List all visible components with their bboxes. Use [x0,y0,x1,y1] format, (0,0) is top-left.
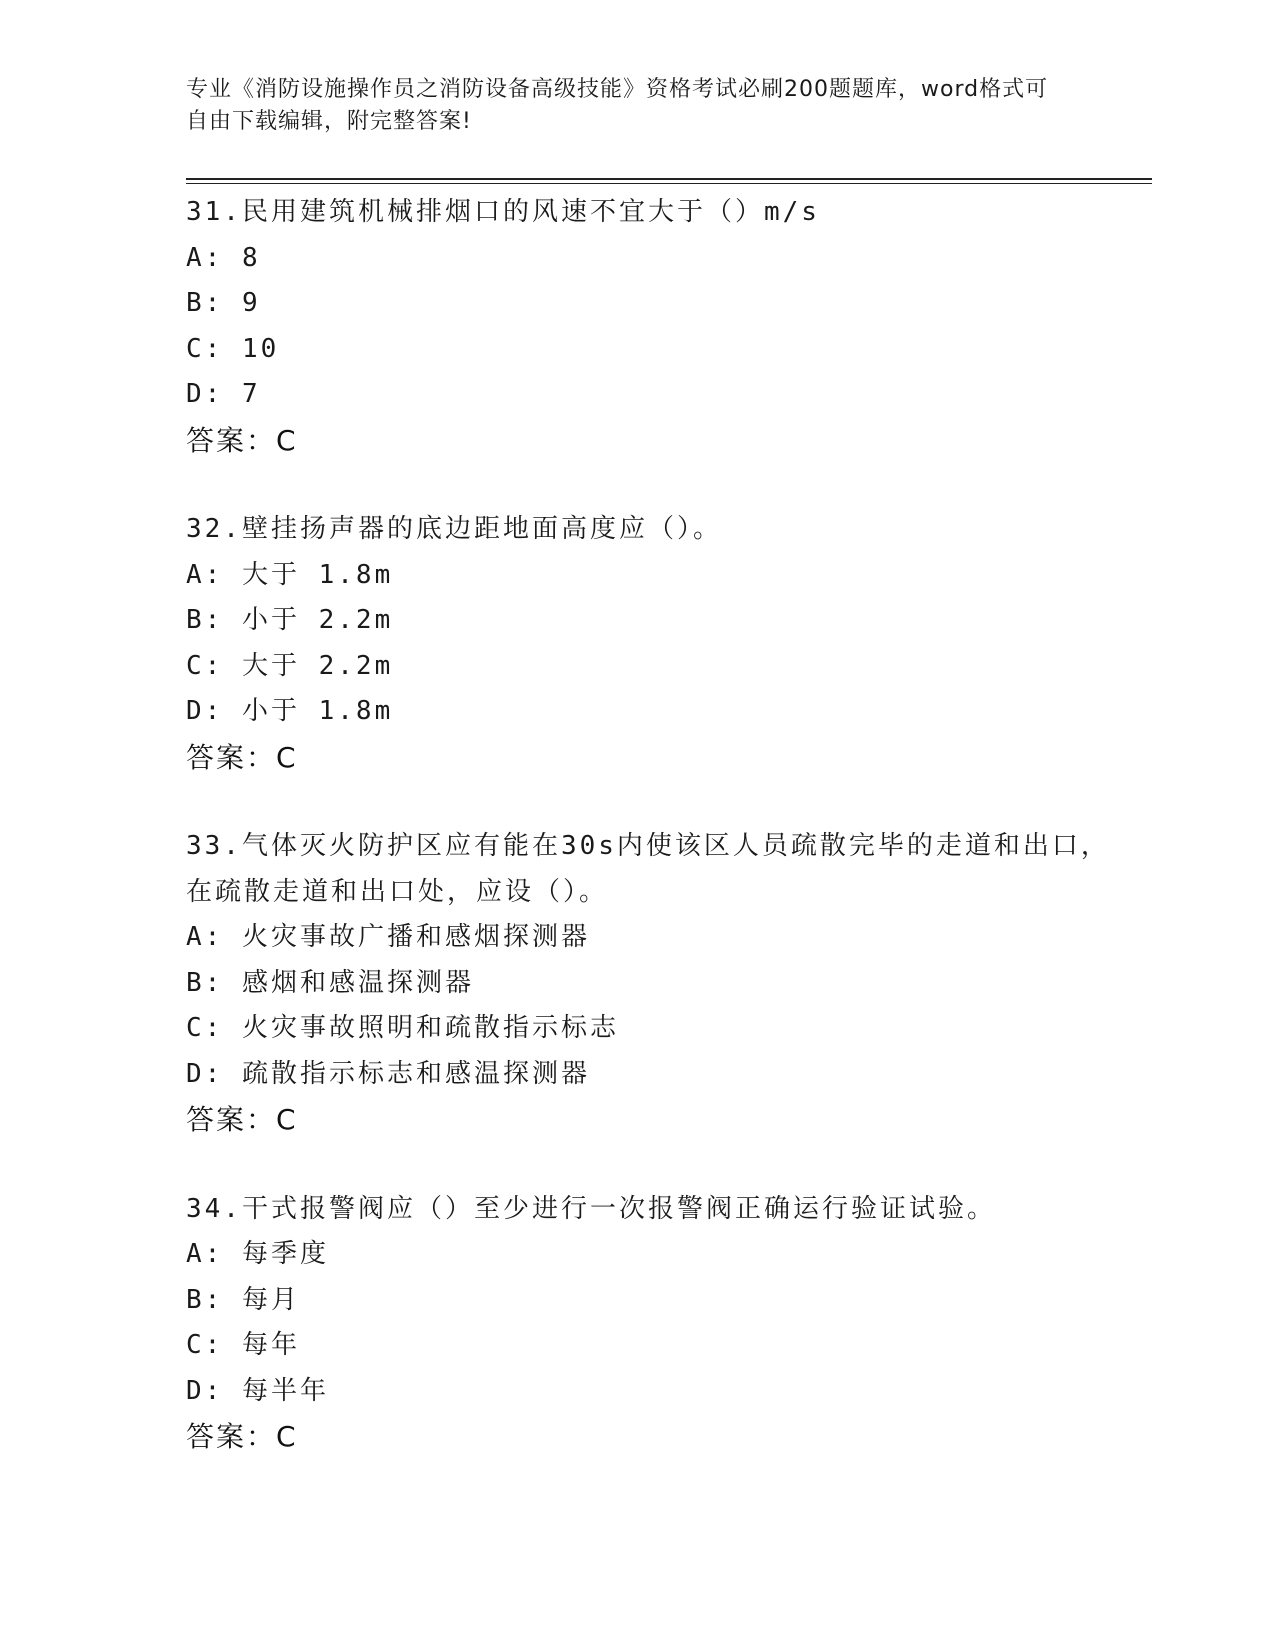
option-b: B: 每月 [186,1284,300,1315]
document-header: 专业《消防设施操作员之消防设备高级技能》资格考试必刷200题题库，word格式可自由下载编辑，附完整答案! [186,77,1049,134]
question-stem: 32.壁挂扬声器的底边距地面高度应（）。 [186,514,722,544]
option-a: A: 火灾事故广播和感烟探测器 [186,922,590,952]
option-d: D: 疏散指示标志和感温探测器 [186,1058,590,1089]
question-list [186,190,1116,1504]
option-a: A: 每季度 [186,1239,329,1269]
question-stem: 33.气体灭火防护区应有能在30s内使该区人员疏散完毕的走道和出口，在疏散走道和出口处，应设（）。 [186,831,1110,907]
option-a: A: 大于 1.8m [186,559,394,590]
option-d: D: 每半年 [186,1375,329,1406]
option-b: B: 9 [186,288,261,318]
option-b: B: 小于 2.2m [186,605,394,635]
option-d: D: 7 [186,379,261,409]
option-c: C: 火灾事故照明和疏散指示标志 [186,1013,619,1043]
question-33 [186,824,1116,1143]
option-b: B: 感烟和感温探测器 [186,967,474,998]
question-stem: 31.民用建筑机械排烟口的风速不宜大于（）m/s [186,197,820,227]
answer-line: 答案：C [186,740,298,774]
question-32 [186,507,1116,780]
header-divider-thin [186,183,1152,184]
option-d: D: 小于 1.8m [186,696,394,726]
option-c: C: 10 [186,333,280,364]
option-c: C: 大于 2.2m [186,650,394,681]
question-31 [186,190,1116,463]
answer-line: 答案：C [186,423,298,457]
answer-line: 答案：C [186,1420,298,1453]
question-34 [186,1187,1116,1460]
option-c: C: 每年 [186,1330,300,1360]
header-divider-thick [186,178,1152,180]
option-a: A: 8 [186,242,261,273]
answer-line: 答案：C [186,1103,298,1136]
question-stem: 34.干式报警阀应（）至少进行一次报警阀正确运行验证试验。 [186,1193,996,1224]
